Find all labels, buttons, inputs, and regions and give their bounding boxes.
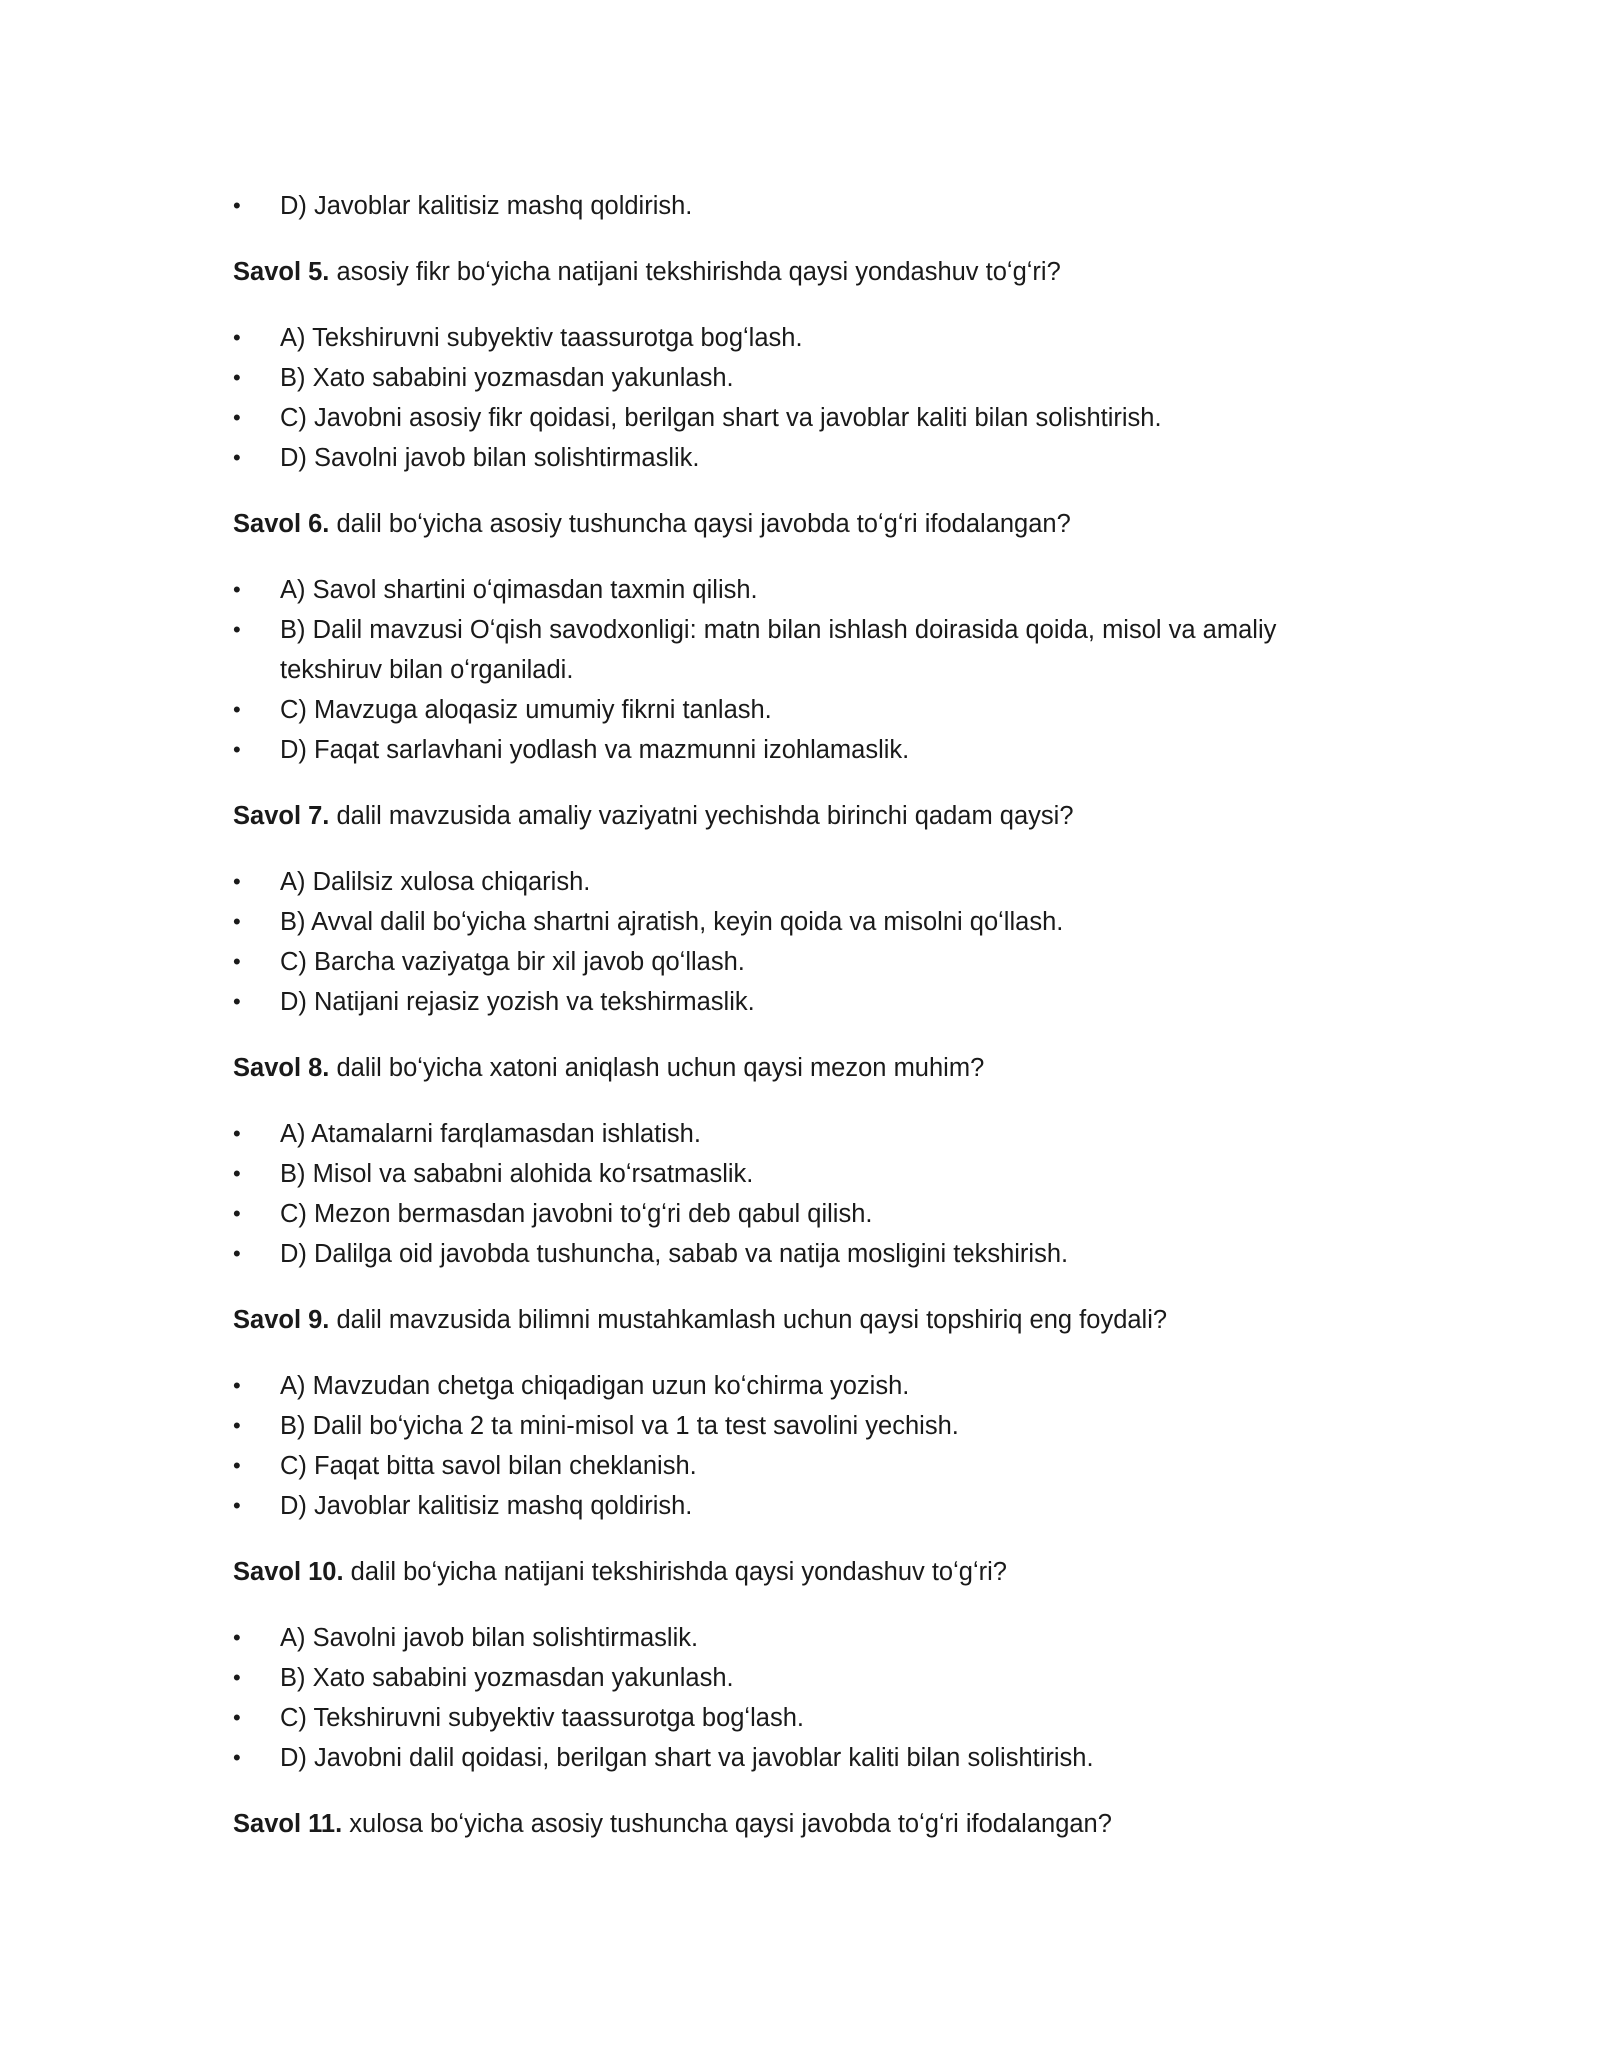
option-text: B) Misol va sababni alohida koʻrsatmaslik.	[280, 1160, 754, 1188]
list-item	[233, 358, 1313, 398]
list-item	[233, 610, 1313, 690]
option-text: C) Mavzuga aloqasiz umumiy fikrni tanlash.	[280, 696, 772, 724]
question-heading	[233, 796, 1313, 836]
bullet-icon: •	[233, 1373, 241, 1398]
bullet-icon: •	[233, 737, 241, 762]
option-text: B) Dalil mavzusi Oʻqish savodxonligi: matn bilan ishlash doirasida qoida, misol va amaliy tekshiruv bilan oʻrganiladi.	[280, 616, 1277, 684]
option-text: C) Barcha vaziyatga bir xil javob qoʻllash.	[280, 948, 745, 976]
option-list	[233, 570, 1313, 770]
bullet-icon: •	[233, 1745, 241, 1770]
question-label: Savol 10.	[233, 1558, 344, 1586]
question-label: Savol 8.	[233, 1054, 330, 1082]
bullet-icon: •	[233, 405, 241, 430]
question-label: Savol 6.	[233, 510, 330, 538]
question-text: xulosa boʻyicha asosiy tushuncha qaysi javobda toʻgʻri ifodalangan?	[342, 1810, 1112, 1838]
list-item	[233, 942, 1313, 982]
question-label: Savol 7.	[233, 802, 330, 830]
bullet-icon: •	[233, 1665, 241, 1690]
list-item	[233, 690, 1313, 730]
bullet-icon: •	[233, 365, 241, 390]
list-item	[233, 1366, 1313, 1406]
bullet-icon: •	[233, 193, 241, 218]
question-text: dalil boʻyicha natijani tekshirishda qaysi yondashuv toʻgʻri?	[343, 1558, 1007, 1586]
list-item	[233, 902, 1313, 942]
bullet-icon: •	[233, 445, 241, 470]
list-item	[233, 1234, 1313, 1274]
list-item	[233, 1154, 1313, 1194]
bullet-icon: •	[233, 909, 241, 934]
question-heading	[233, 1300, 1313, 1340]
bullet-icon: •	[233, 1201, 241, 1226]
question-label: Savol 5.	[233, 258, 330, 286]
option-text: D) Savolni javob bilan solishtirmaslik.	[280, 444, 700, 472]
bullet-icon: •	[233, 325, 241, 350]
option-text: C) Tekshiruvni subyektiv taassurotga bogʻlash.	[280, 1704, 804, 1732]
list-item	[233, 1114, 1313, 1154]
option-text: D) Javoblar kalitisiz mashq qoldirish.	[280, 1492, 693, 1520]
list-item	[233, 1658, 1313, 1698]
option-text: D) Javoblar kalitisiz mashq qoldirish.	[280, 192, 693, 220]
option-text: B) Xato sababini yozmasdan yakunlash.	[280, 1664, 734, 1692]
option-list	[233, 1366, 1313, 1526]
list-item	[233, 1194, 1313, 1234]
list-item	[233, 318, 1313, 358]
option-text: C) Mezon bermasdan javobni toʻgʻri deb qabul qilish.	[280, 1200, 873, 1228]
option-text: B) Dalil boʻyicha 2 ta mini-misol va 1 ta test savolini yechish.	[280, 1412, 959, 1440]
bullet-icon: •	[233, 1121, 241, 1146]
list-item	[233, 1406, 1313, 1446]
list-item	[233, 1486, 1313, 1526]
list-item	[233, 186, 1313, 226]
option-text: C) Faqat bitta savol bilan cheklanish.	[280, 1452, 697, 1480]
option-text: A) Savol shartini oʻqimasdan taxmin qilish.	[280, 576, 758, 604]
list-item	[233, 398, 1313, 438]
list-item	[233, 730, 1313, 770]
question-heading	[233, 504, 1313, 544]
bullet-icon: •	[233, 697, 241, 722]
question-label: Savol 9.	[233, 1306, 330, 1334]
bullet-icon: •	[233, 949, 241, 974]
bullet-icon: •	[233, 1161, 241, 1186]
option-text: A) Atamalarni farqlamasdan ishlatish.	[280, 1120, 701, 1148]
bullet-icon: •	[233, 1493, 241, 1518]
question-text: dalil boʻyicha xatoni aniqlash uchun qaysi mezon muhim?	[329, 1054, 985, 1082]
question-heading	[233, 1552, 1313, 1592]
option-text: A) Savolni javob bilan solishtirmaslik.	[280, 1624, 699, 1652]
option-text: C) Javobni asosiy fikr qoidasi, berilgan shart va javoblar kaliti bilan solishtirish.	[280, 404, 1162, 432]
question-text: asosiy fikr boʻyicha natijani tekshirishda qaysi yondashuv toʻgʻri?	[329, 258, 1061, 286]
list-item	[233, 1698, 1313, 1738]
list-item	[233, 570, 1313, 610]
option-text: D) Natijani rejasiz yozish va tekshirmaslik.	[280, 988, 755, 1016]
option-text: A) Dalilsiz xulosa chiqarish.	[280, 868, 591, 896]
option-list	[233, 862, 1313, 1022]
option-text: D) Javobni dalil qoidasi, berilgan shart va javoblar kaliti bilan solishtirish.	[280, 1744, 1094, 1772]
bullet-icon: •	[233, 1413, 241, 1438]
question-heading	[233, 1048, 1313, 1088]
bullet-icon: •	[233, 1453, 241, 1478]
option-list	[233, 1618, 1313, 1778]
continued-option-list	[233, 186, 1313, 226]
question-heading	[233, 1804, 1313, 1844]
list-item	[233, 982, 1313, 1022]
option-text: B) Xato sababini yozmasdan yakunlash.	[280, 364, 734, 392]
bullet-icon: •	[233, 989, 241, 1014]
bullet-icon: •	[233, 1625, 241, 1650]
option-list	[233, 318, 1313, 478]
option-text: A) Tekshiruvni subyektiv taassurotga bogʻlash.	[280, 324, 803, 352]
document-content	[233, 186, 1313, 1870]
list-item	[233, 1618, 1313, 1658]
option-text: A) Mavzudan chetga chiqadigan uzun koʻchirma yozish.	[280, 1372, 910, 1400]
bullet-icon: •	[233, 617, 241, 642]
question-label: Savol 11.	[233, 1810, 343, 1838]
question-text: dalil mavzusida amaliy vaziyatni yechishda birinchi qadam qaysi?	[329, 802, 1074, 830]
bullet-icon: •	[233, 1241, 241, 1266]
bullet-icon: •	[233, 1705, 241, 1730]
list-item	[233, 1738, 1313, 1778]
question-text: dalil boʻyicha asosiy tushuncha qaysi javobda toʻgʻri ifodalangan?	[329, 510, 1071, 538]
list-item	[233, 1446, 1313, 1486]
option-text: D) Dalilga oid javobda tushuncha, sabab va natija mosligini tekshirish.	[280, 1240, 1069, 1268]
option-text: D) Faqat sarlavhani yodlash va mazmunni izohlamaslik.	[280, 736, 910, 764]
bullet-icon: •	[233, 577, 241, 602]
question-heading	[233, 252, 1313, 292]
option-list	[233, 1114, 1313, 1274]
list-item	[233, 438, 1313, 478]
question-text: dalil mavzusida bilimni mustahkamlash uchun qaysi topshiriq eng foydali?	[329, 1306, 1168, 1334]
list-item	[233, 862, 1313, 902]
bullet-icon: •	[233, 869, 241, 894]
option-text: B) Avval dalil boʻyicha shartni ajratish, keyin qoida va misolni qoʻllash.	[280, 908, 1064, 936]
